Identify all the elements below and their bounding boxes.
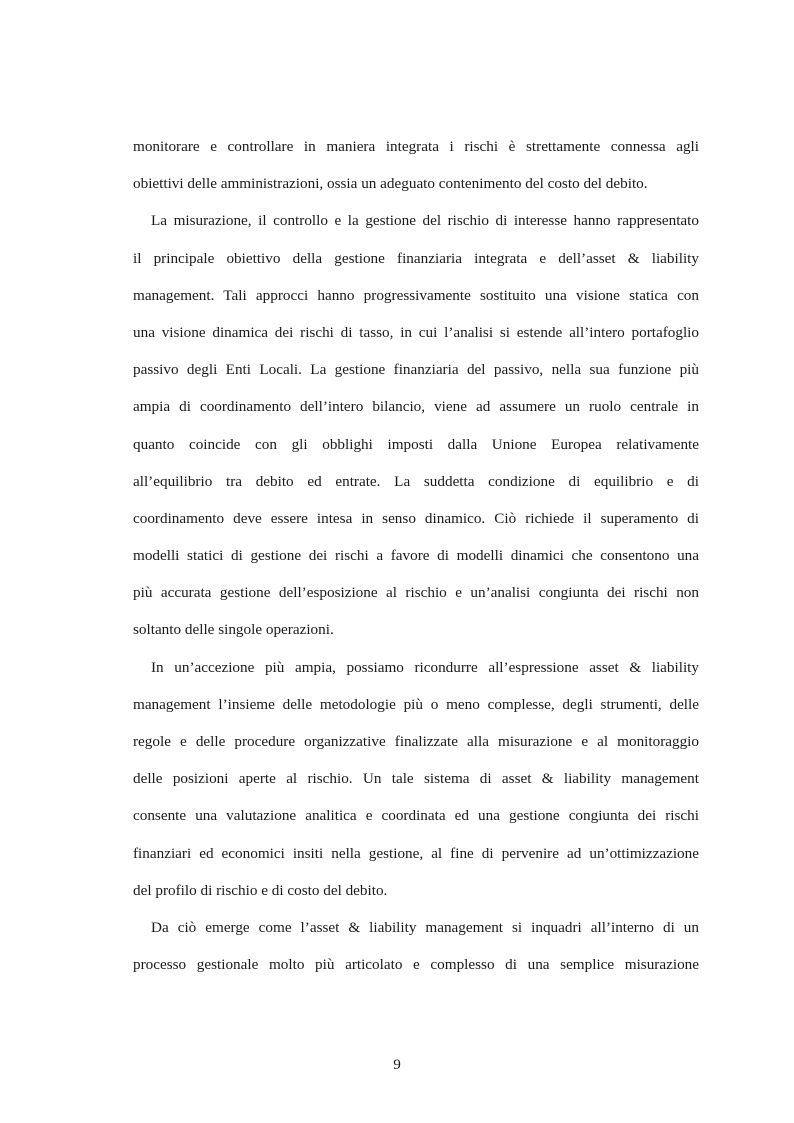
text-line: all’equilibrio tra debito ed entrate. La suddetta condizione di equilibrio e di xyxy=(133,472,699,490)
paragraph-1 xyxy=(133,128,699,202)
text-line: monitorare e controllare in maniera integrata i rischi è strettamente connessa agli xyxy=(133,138,699,155)
page-number: 9 xyxy=(393,1056,401,1073)
text-line: più accurata gestione dell’esposizione al rischio e un’analisi congiunta dei rischi non xyxy=(133,584,699,602)
text-line: passivo degli Enti Locali. La gestione finanziaria del passivo, nella sua funzione più xyxy=(133,361,699,379)
text-line: obiettivi delle amministrazioni, ossia un adeguato contenimento del costo del debito. xyxy=(133,175,648,193)
text-line: Da ciò emerge come l’asset & liability management si inquadri all’interno di un xyxy=(151,918,699,936)
text-line: modelli statici di gestione dei rischi a favore di modelli dinamici che consentono una xyxy=(133,547,699,565)
text-line: una visione dinamica dei rischi di tasso, in cui l’analisi si estende all’intero portafoglio xyxy=(133,323,699,341)
text-line: La misurazione, il controllo e la gestione del rischio di interesse hanno rappresentato xyxy=(151,212,699,230)
document-body xyxy=(133,128,699,983)
text-line: processo gestionale molto più articolato e complesso di una semplice misurazione xyxy=(133,956,699,974)
text-line: ampia di coordinamento dell’intero bilancio, viene ad assumere un ruolo centrale in xyxy=(133,398,699,416)
paragraph-4 xyxy=(133,909,699,983)
text-line: il principale obiettivo della gestione finanziaria integrata e dell’asset & liability xyxy=(133,249,699,267)
paragraph-3 xyxy=(133,649,699,909)
text-line: regole e delle procedure organizzative finalizzate alla misurazione e al monitoraggio xyxy=(133,733,699,750)
text-line: In un’accezione più ampia, possiamo ricondurre all’espressione asset & liability xyxy=(151,658,699,676)
text-line: coordinamento deve essere intesa in senso dinamico. Ciò richiede il superamento di xyxy=(133,509,699,527)
text-line: soltanto delle singole operazioni. xyxy=(133,621,334,639)
text-line: del profilo di rischio e di costo del debito. xyxy=(133,881,388,899)
text-line: quanto coincide con gli obblighi imposti dalla Unione Europea relativamente xyxy=(133,435,699,453)
text-line: delle posizioni aperte al rischio. Un tale sistema di asset & liability management xyxy=(133,770,699,788)
paragraph-2 xyxy=(133,202,699,648)
text-line: management. Tali approcci hanno progressivamente sostituito una visione statica con xyxy=(133,286,699,304)
text-line: management l’insieme delle metodologie più o meno complesse, degli strumenti, delle xyxy=(133,695,699,713)
text-line: consente una valutazione analitica e coordinata ed una gestione congiunta dei rischi xyxy=(133,807,699,825)
text-line: finanziari ed economici insiti nella gestione, al fine di pervenire ad un’ottimizzazione xyxy=(133,844,699,862)
